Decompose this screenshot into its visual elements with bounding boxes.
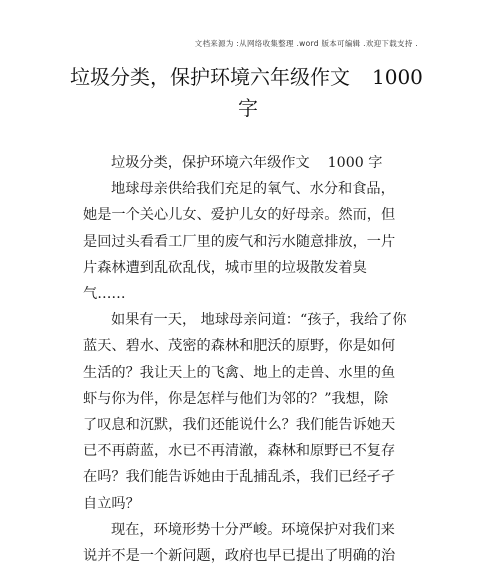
document-title	[70, 62, 430, 124]
paragraph-line: 自立吗？	[83, 495, 140, 512]
paragraph-2	[83, 307, 423, 517]
paragraph-line: 在吗？我们能告诉她由于乱捕乱杀，我们已经孑孑	[83, 469, 396, 486]
subheading-text: 垃圾分类，保护环境六年级作文	[111, 155, 310, 171]
paragraph-line: 生活的？我让天上的飞禽、地上的走兽、水里的鱼	[83, 364, 396, 381]
paragraph-line: 现在，环境形势十分严峻。环境保护对我们来	[111, 521, 395, 538]
paragraph-line: 如果有一天， 地球母亲问道：“孩子，我给了你	[111, 312, 407, 329]
paragraph-line: 蓝天、碧水、茂密的森林和肥沃的原野，你是如何	[83, 338, 396, 355]
title-main: 垃圾分类，保护环境六年级作文	[70, 65, 350, 89]
paragraph-line: 是回过头看看工厂里的废气和污水随意排放，一片	[83, 233, 396, 250]
title-tail: 字	[238, 96, 258, 120]
body-subheading	[83, 150, 423, 176]
paragraph-line: 她是一个关心儿女、爱护儿女的好母亲。然而，但	[83, 207, 396, 224]
paragraph-line: 了叹息和沉默，我们还能说什么？我们能告诉她天	[83, 417, 396, 434]
paragraph-line: 片森林遭到乱砍乱伐，城市里的垃圾散发着臭	[83, 259, 367, 276]
paragraph-line: 已不再蔚蓝，水已不再清澈，森林和原野已不复存	[83, 443, 396, 460]
paragraph-line: 地球母亲供给我们充足的氧气、水分和食品，	[111, 181, 395, 198]
paragraph-line: 气……	[83, 286, 126, 303]
paragraph-3	[83, 517, 423, 569]
subheading-number: 1000 字	[327, 155, 383, 171]
paragraph-1	[83, 176, 423, 307]
document-body	[83, 150, 423, 569]
paragraph-line: 虾与你为伴，你是怎样与他们为邻的？”我想，除	[83, 390, 389, 407]
title-number: 1000	[372, 65, 423, 89]
header-note: 文档来源为 :从网络收集整理 .word 版本可编辑 .欢迎下载支持 .	[194, 39, 418, 48]
paragraph-line: 说并不是一个新问题，政府也早已提出了明确的治	[83, 548, 396, 565]
